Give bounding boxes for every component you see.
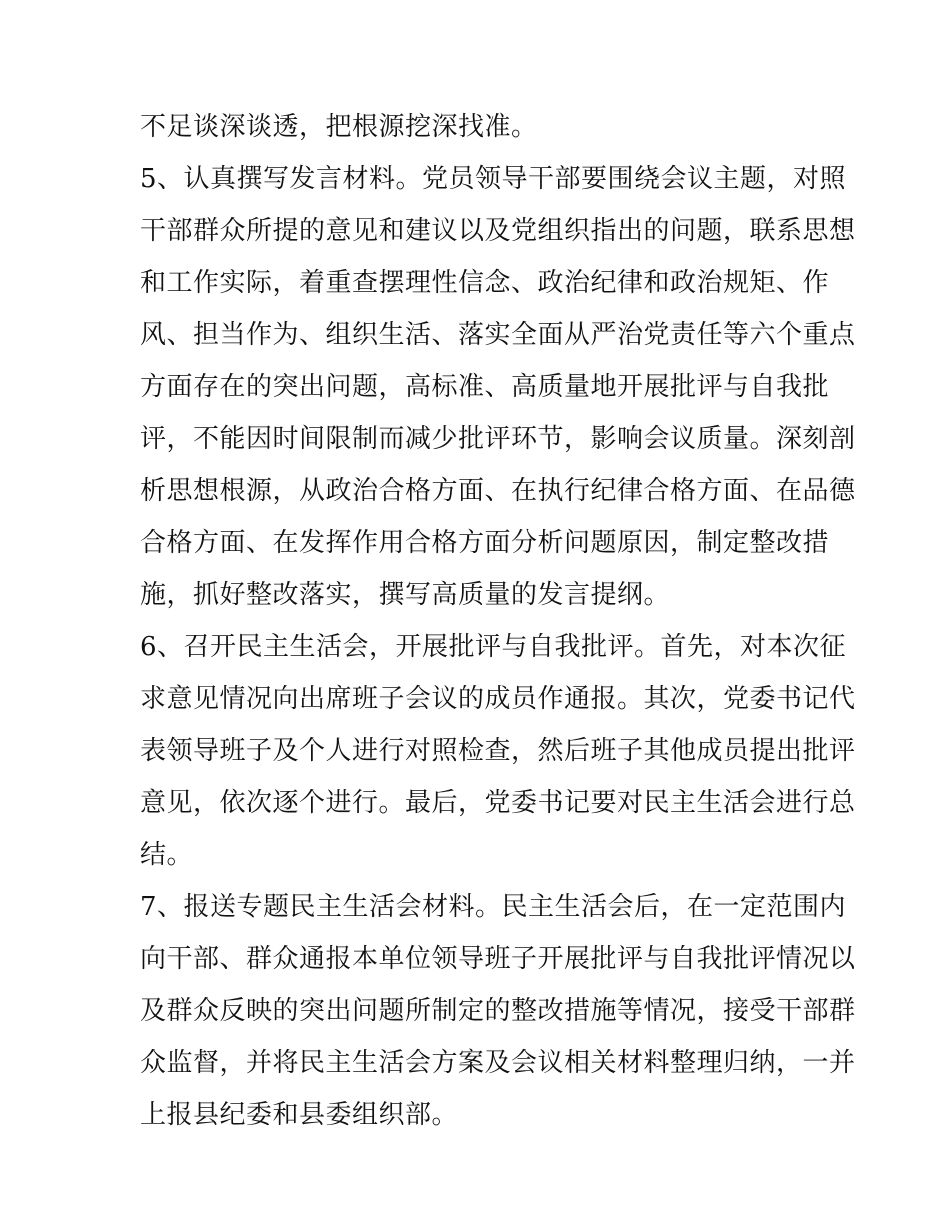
text-line: 6、召开民主生活会，开展批评与自我批评。首先，对本次征 — [140, 632, 847, 662]
text-line: 干部群众所提的意见和建议以及党组织指出的问题，联系思想 — [140, 216, 856, 246]
text-line: 向干部、群众通报本单位领导班子开展批评与自我批评情况以 — [140, 944, 856, 974]
text-line: 7、报送专题民主生活会材料。民主生活会后，在一定范围内 — [140, 892, 847, 922]
text-line: 施，抓好整改落实，撰写高质量的发言提纲。 — [140, 580, 671, 610]
text-line: 方面存在的突出问题，高标准、高质量地开展批评与自我批 — [140, 372, 830, 402]
text-line: 意见，依次逐个进行。最后，党委书记要对民主生活会进行总 — [140, 788, 856, 818]
text-line: 求意见情况向出席班子会议的成员作通报。其次，党委书记代 — [140, 684, 856, 714]
text-line: 及群众反映的突出问题所制定的整改措施等情况，接受干部群 — [140, 996, 856, 1026]
text-line: 和工作实际，着重查摆理性信念、政治纪律和政治规矩、作 — [140, 268, 830, 298]
text-line: 风、担当作为、组织生活、落实全面从严治党责任等六个重点 — [140, 320, 856, 350]
text-line: 合格方面、在发挥作用合格方面分析问题原因，制定整改措 — [140, 528, 830, 558]
text-line: 析思想根源，从政治合格方面、在执行纪律合格方面、在品德 — [140, 476, 856, 506]
text-line: 众监督，并将民主生活会方案及会议相关材料整理归纳，一并 — [140, 1048, 856, 1078]
text-line: 上报县纪委和县委组织部。 — [140, 1100, 459, 1130]
text-line: 结。 — [140, 840, 194, 870]
text-line: 表领导班子及个人进行对照检查，然后班子其他成员提出批评 — [140, 736, 856, 766]
text-line: 评，不能因时间限制而减少批评环节，影响会议质量。深刻剖 — [140, 424, 856, 454]
text-line: 不足谈深谈透，把根源挖深找准。 — [140, 112, 538, 142]
text-line: 5、认真撰写发言材料。党员领导干部要围绕会议主题，对照 — [140, 164, 847, 194]
